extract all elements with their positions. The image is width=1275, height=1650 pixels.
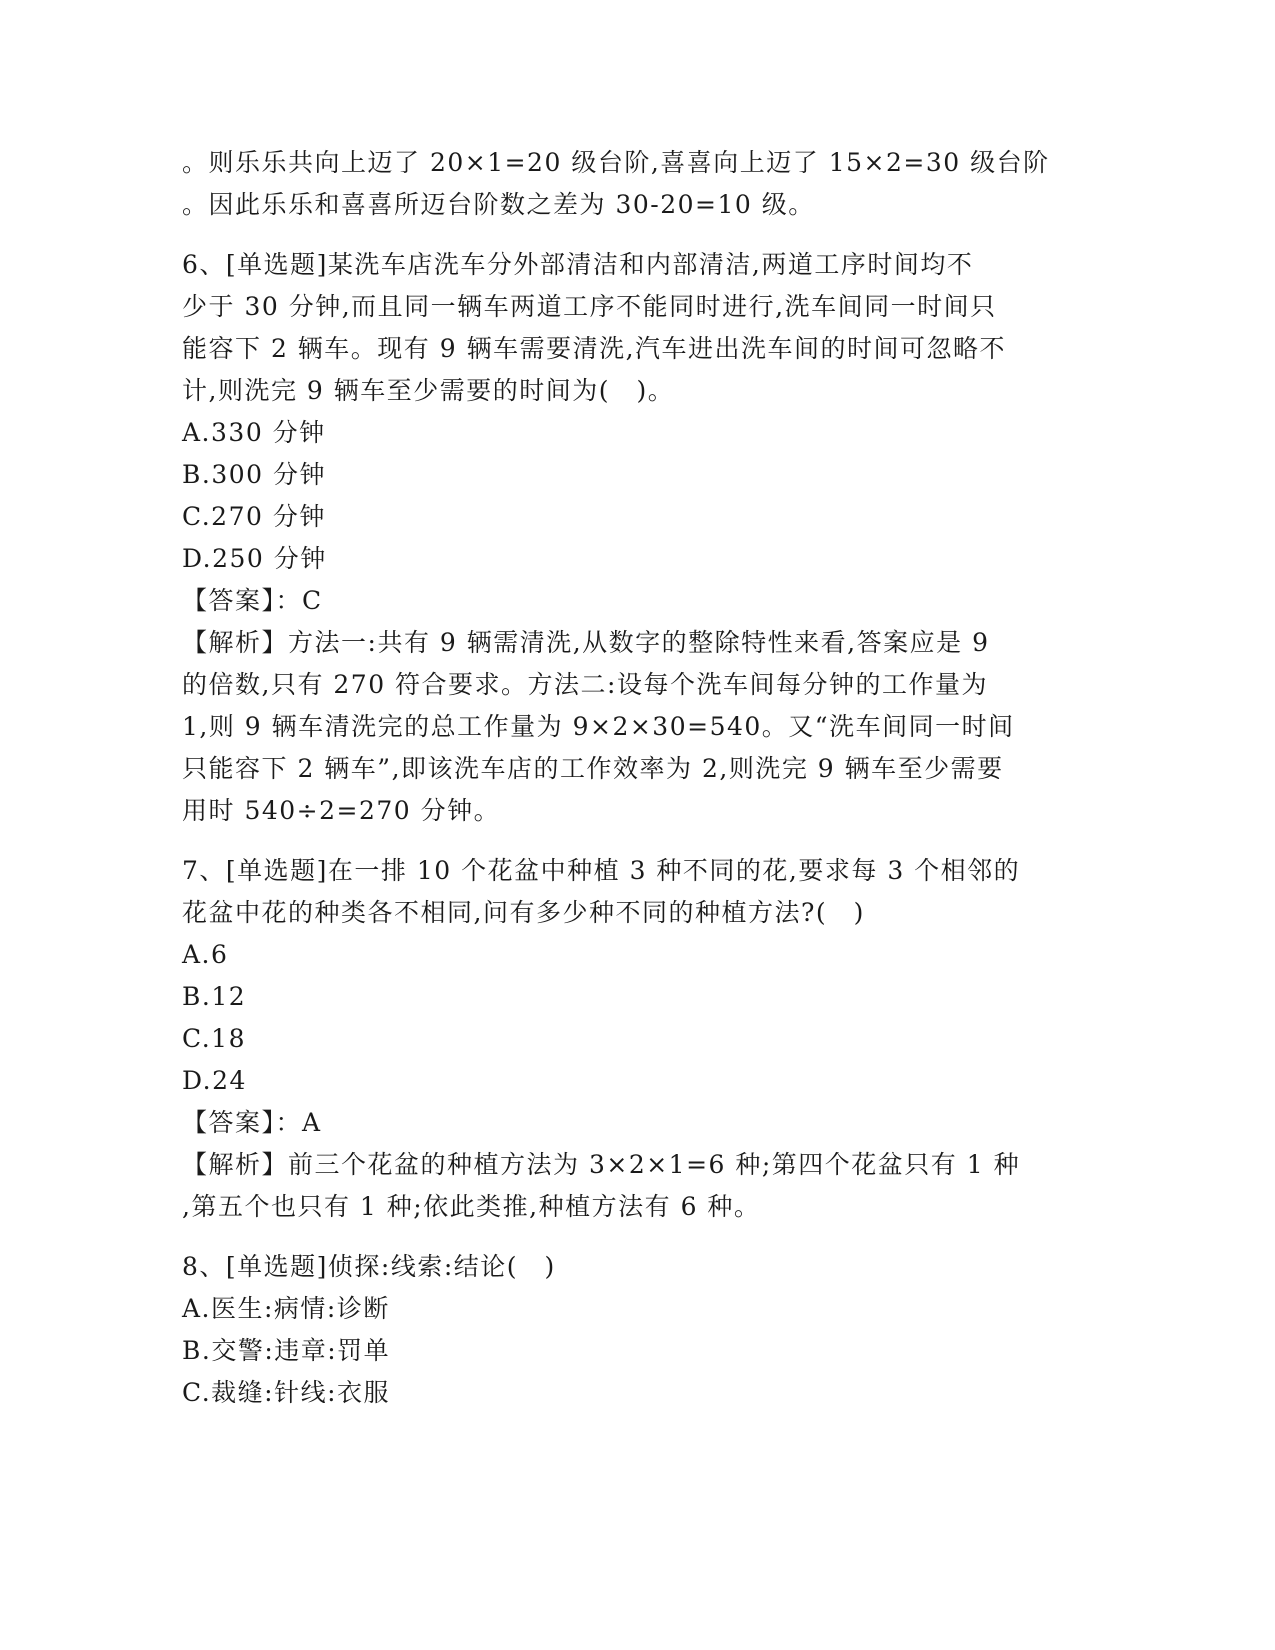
analysis-line [182, 1144, 1082, 1186]
analysis-line: ,第五个也只有 1 种;依此类推,种植方法有 6 种。 [182, 1192, 761, 1221]
analysis-label: 【解析】 [182, 628, 289, 657]
text-line: 。则乐乐共向上迈了 20×1=20 级台阶,喜喜向上迈了 15×2=30 级台阶 [182, 148, 1050, 177]
analysis-line: 的倍数,只有 270 符合要求。方法二:设每个洗车间每分钟的工作量为 [182, 670, 988, 699]
question-8 [182, 1246, 1082, 1414]
analysis-line: 用时 540÷2=270 分钟。 [182, 796, 501, 825]
question-stem-line: 8、[单选题]侦探:线索:结论( ) [182, 1252, 556, 1281]
question-stem-line: 少于 30 分钟,而且同一辆车两道工序不能同时进行,洗车间同一时间只 [182, 292, 997, 321]
document-page [182, 142, 1082, 1414]
analysis-text: 前三个花盆的种植方法为 3×2×1=6 种;第四个花盆只有 1 种 [288, 1150, 1021, 1179]
analysis-line [182, 622, 1082, 664]
question-6 [182, 244, 1082, 832]
answer-line [182, 1102, 1082, 1144]
question-stem-line: 6、[单选题]某洗车店洗车分外部清洁和内部清洁,两道工序时间均不 [182, 250, 974, 279]
question-stem-line: 能容下 2 辆车。现有 9 辆车需要清洗,汽车进出洗车间的时间可忽略不 [182, 334, 1007, 363]
question-stem-line: 7、[单选题]在一排 10 个花盆中种植 3 种不同的花,要求每 3 个相邻的 [182, 856, 1021, 885]
option-c: C.270 分钟 [182, 502, 326, 531]
option-a: A.330 分钟 [182, 418, 326, 447]
option-b: B.300 分钟 [182, 460, 326, 489]
option-c: C.18 [182, 1024, 246, 1053]
option-a: A.6 [182, 940, 229, 969]
analysis-label: 【解析】 [182, 1150, 289, 1179]
option-b: B.12 [182, 982, 247, 1011]
answer-label: 【答案】 [182, 1108, 276, 1137]
answer-value: ：A [275, 1108, 322, 1137]
answer-line [182, 580, 1082, 622]
analysis-line: 只能容下 2 辆车”,即该洗车店的工作效率为 2,则洗完 9 辆车至少需要 [182, 754, 1004, 783]
analysis-line: 1,则 9 辆车清洗完的总工作量为 9×2×30=540。又“洗车间同一时间 [182, 712, 1015, 741]
previous-analysis-continuation [182, 142, 1082, 226]
option-b: B.交警:违章:罚单 [182, 1336, 391, 1365]
question-7 [182, 850, 1082, 1228]
question-stem-line: 计,则洗完 9 辆车至少需要的时间为( )。 [182, 376, 675, 405]
option-c: C.裁缝:针线:衣服 [182, 1378, 391, 1407]
question-stem-line: 花盆中花的种类各不相同,问有多少种不同的种植方法?( ) [182, 898, 865, 927]
analysis-text: 方法一:共有 9 辆需清洗,从数字的整除特性来看,答案应是 9 [288, 628, 990, 657]
answer-value: ：C [275, 586, 323, 615]
answer-label: 【答案】 [182, 586, 276, 615]
text-line: 。因此乐乐和喜喜所迈台阶数之差为 30-20=10 级。 [182, 190, 815, 219]
option-d: D.24 [182, 1066, 247, 1095]
option-d: D.250 分钟 [182, 544, 327, 573]
option-a: A.医生:病情:诊断 [182, 1294, 390, 1323]
